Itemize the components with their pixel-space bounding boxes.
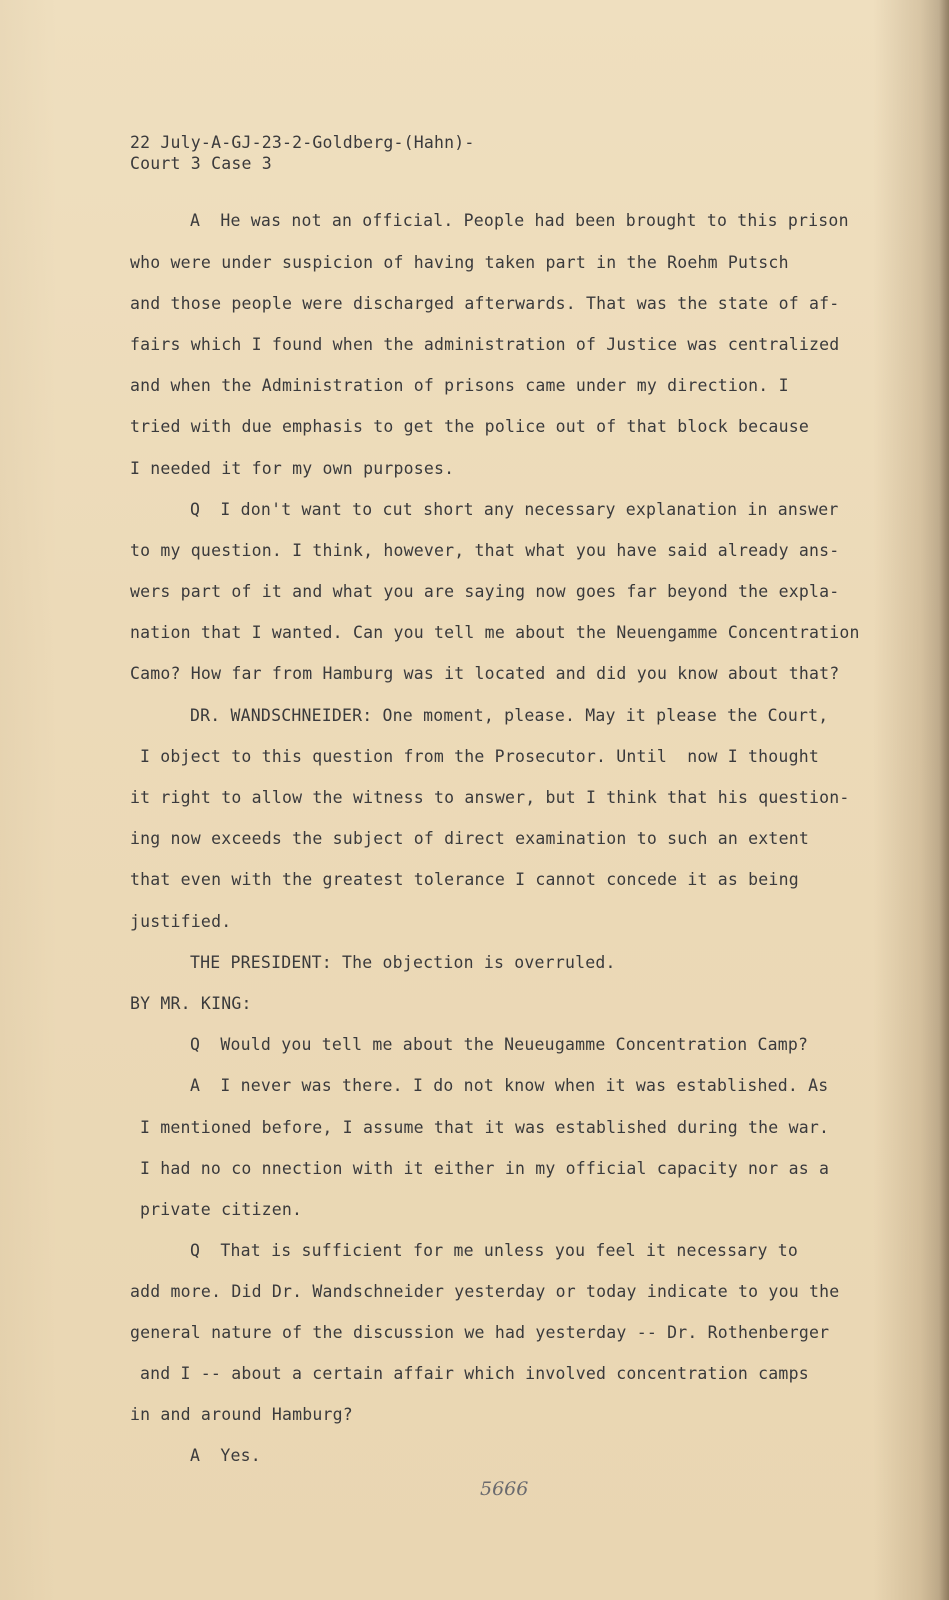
transcript-line: I had no co nnection with it either in my official capacity nor as a	[140, 1159, 830, 1178]
transcript-line: that even with the greatest tolerance I cannot concede it as being	[130, 870, 799, 889]
header-line-2: Court 3 Case 3	[130, 154, 272, 173]
transcript-line: and when the Administration of prisons came under my direction. I	[130, 376, 789, 395]
transcript-line: A He was not an official. People had been brought to this prison	[190, 211, 849, 230]
transcript-line: Q I don't want to cut short any necessary explanation in answer	[190, 500, 839, 519]
transcript-line: Q That is sufficient for me unless you feel it necessary to	[190, 1241, 799, 1260]
transcript-line: THE PRESIDENT: The objection is overruled.	[190, 953, 616, 972]
header-line-1: 22 July-A-GJ-23-2-Goldberg-(Hahn)-	[130, 133, 475, 152]
transcript-line: it right to allow the witness to answer, but I think that his question-	[130, 788, 850, 807]
transcript-line: to my question. I think, however, that what you have said already ans-	[130, 541, 840, 560]
page-number: 5666	[480, 1478, 529, 1500]
transcript-line: nation that I wanted. Can you tell me about the Neuengamme Concentration	[130, 623, 860, 642]
transcript-line: I needed it for my own purposes.	[130, 459, 455, 478]
transcript-line: Q Would you tell me about the Neueugamme Concentration Camp?	[190, 1035, 809, 1054]
page-edge-shadow	[939, 0, 949, 1600]
transcript-line: BY MR. KING:	[130, 994, 252, 1013]
transcript-line: A Yes.	[190, 1446, 261, 1465]
transcript-line: tried with due emphasis to get the police out of that block because	[130, 417, 809, 436]
transcript-line: fairs which I found when the administration of Justice was centralized	[130, 335, 840, 354]
transcript-line: add more. Did Dr. Wandschneider yesterday or today indicate to you the	[130, 1282, 840, 1301]
transcript-line: private citizen.	[140, 1200, 303, 1219]
transcript-line: A I never was there. I do not know when it was established. As	[190, 1076, 829, 1095]
transcript-line: wers part of it and what you are saying now goes far beyond the expla-	[130, 582, 840, 601]
transcript-line: and those people were discharged afterwards. That was the state of af-	[130, 294, 840, 313]
transcript-line: DR. WANDSCHNEIDER: One moment, please. May it please the Court,	[190, 706, 829, 725]
transcript-line: ing now exceeds the subject of direct examination to such an extent	[130, 829, 809, 848]
transcript-line: I object to this question from the Prosecutor. Until now I thought	[140, 747, 819, 766]
transcript-line: who were under suspicion of having taken part in the Roehm Putsch	[130, 253, 789, 272]
transcript-line: in and around Hamburg?	[130, 1405, 353, 1424]
transcript-line: general nature of the discussion we had yesterday -- Dr. Rothenberger	[130, 1323, 830, 1342]
transcript-line: justified.	[130, 912, 232, 931]
transcript-line: Camo? How far from Hamburg was it located and did you know about that?	[130, 664, 840, 683]
transcript-line: I mentioned before, I assume that it was established during the war.	[140, 1118, 830, 1137]
transcript-line: and I -- about a certain affair which involved concentration camps	[140, 1364, 809, 1383]
